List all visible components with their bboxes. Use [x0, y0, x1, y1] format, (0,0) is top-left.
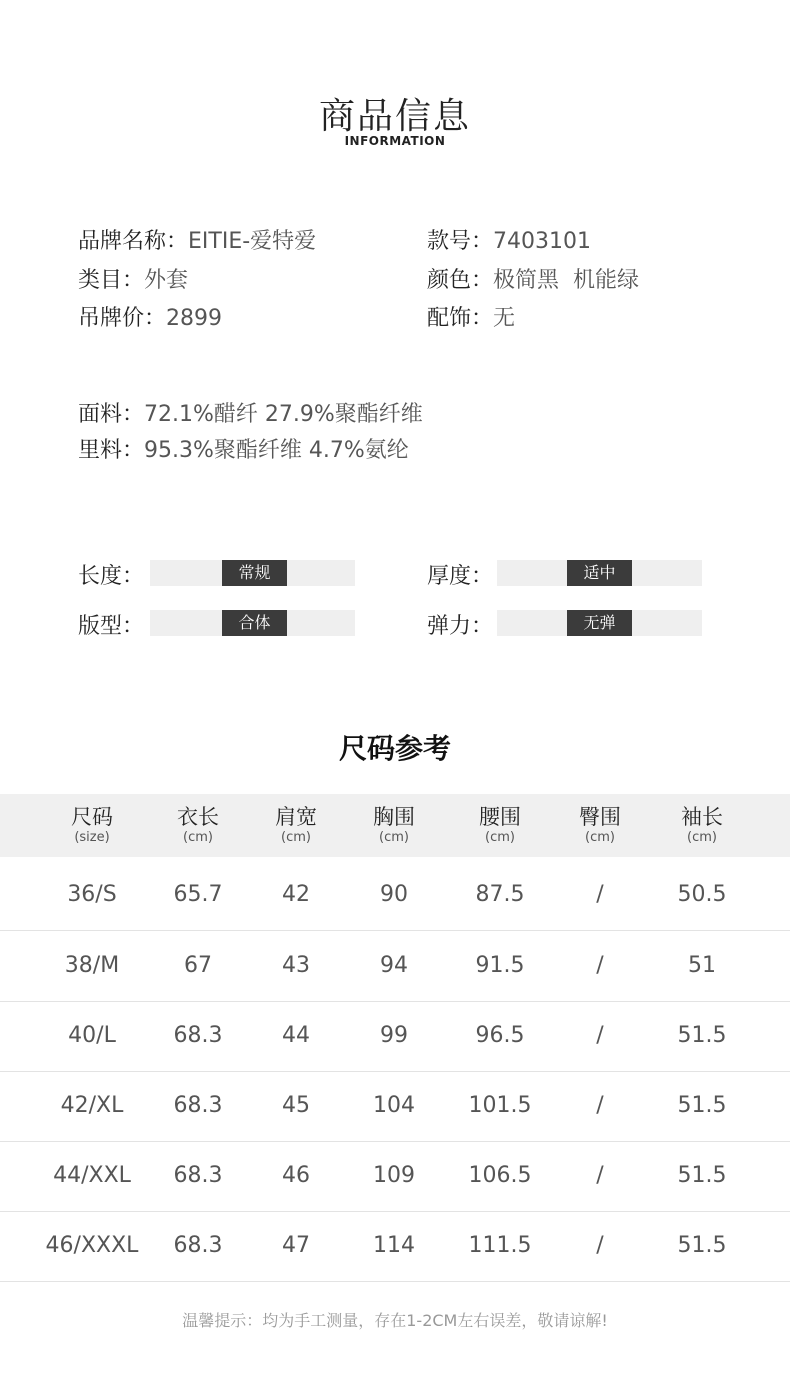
- column-name: 肩宽: [275, 805, 317, 829]
- table-cell: 101.5: [468, 1093, 532, 1118]
- column-unit: (cm): [687, 830, 717, 845]
- column-unit: (size): [74, 830, 110, 845]
- attr-label-length: 长度：: [78, 564, 145, 589]
- info-value: 7403101: [493, 229, 591, 254]
- table-cell: 51.5: [677, 1233, 727, 1258]
- column-unit: (cm): [379, 830, 409, 845]
- info-brand: [78, 224, 316, 255]
- table-row: [0, 931, 790, 1002]
- table-cell: 109: [373, 1163, 415, 1188]
- measurement-note: 温馨提示：均为手工测量，存在1-2CM左右误差，敬请谅解!: [182, 1311, 608, 1330]
- table-cell: 94: [380, 953, 408, 978]
- attr-label-thickness: 厚度：: [427, 564, 494, 589]
- fabric-key: 面料：: [78, 402, 145, 427]
- table-cell: 99: [380, 1023, 408, 1048]
- column-header-length: [143, 804, 253, 846]
- table-cell: /: [596, 882, 604, 907]
- table-cell: 36/S: [67, 882, 117, 907]
- table-row: [0, 1001, 790, 1072]
- column-header-size: [37, 804, 147, 846]
- info-color: [427, 263, 639, 294]
- info-accessory: [427, 301, 515, 332]
- column-name: 衣长: [177, 805, 219, 829]
- size-table-header: [0, 794, 790, 857]
- table-cell: 87.5: [475, 882, 525, 907]
- table-cell: 68.3: [173, 1023, 223, 1048]
- fabric-value: 72.1%醋纤 27.9%聚酯纤维: [144, 402, 423, 427]
- table-cell: 67: [184, 953, 212, 978]
- table-cell: 42/XL: [60, 1093, 124, 1118]
- table-cell: 65.7: [173, 882, 223, 907]
- table-cell: 47: [282, 1233, 310, 1258]
- column-name: 臀围: [579, 805, 621, 829]
- info-key: 款号：: [427, 229, 494, 254]
- table-cell: 51.5: [677, 1093, 727, 1118]
- info-key: 颜色：: [427, 268, 494, 293]
- table-cell: 46: [282, 1163, 310, 1188]
- table-cell: 68.3: [173, 1093, 223, 1118]
- table-cell: 114: [373, 1233, 415, 1258]
- table-cell: 44: [282, 1023, 310, 1048]
- column-name: 胸围: [373, 805, 415, 829]
- column-header-waist: [445, 804, 555, 846]
- table-row: [0, 1071, 790, 1142]
- table-cell: 111.5: [468, 1233, 532, 1258]
- attr-selected-pill: 适中: [567, 560, 632, 586]
- table-cell: 104: [373, 1093, 415, 1118]
- table-cell: 45: [282, 1093, 310, 1118]
- table-cell: 68.3: [173, 1233, 223, 1258]
- table-cell: /: [596, 1163, 604, 1188]
- table-row: [0, 1141, 790, 1212]
- info-key: 吊牌价：: [78, 306, 167, 331]
- attr-bar-thickness: [497, 560, 702, 586]
- column-header-shoulder: [241, 804, 351, 846]
- info-key: 配饰：: [427, 306, 494, 331]
- attr-bar-fit: [150, 610, 355, 636]
- attr-selected-pill: 合体: [222, 610, 287, 636]
- table-row: [0, 1211, 790, 1282]
- column-unit: (cm): [485, 830, 515, 845]
- attr-label-elasticity: 弹力：: [427, 614, 494, 639]
- attr-bar-elasticity: [497, 610, 702, 636]
- attr-selected-pill: 常规: [222, 560, 287, 586]
- column-unit: (cm): [281, 830, 311, 845]
- fabric-lining: [78, 433, 409, 464]
- table-cell: 44/XXL: [53, 1163, 131, 1188]
- attr-selected-pill: 无弹: [567, 610, 632, 636]
- fabric-outer: [78, 397, 423, 428]
- info-value: 极简黑 机能绿: [493, 268, 640, 293]
- column-unit: (cm): [183, 830, 213, 845]
- info-price: [78, 301, 222, 332]
- page-subtitle: INFORMATION: [344, 134, 446, 148]
- table-cell: 51.5: [677, 1023, 727, 1048]
- table-cell: 91.5: [475, 953, 525, 978]
- info-key: 品牌名称：: [78, 229, 189, 254]
- table-cell: 40/L: [68, 1023, 116, 1048]
- info-value: 2899: [166, 306, 223, 331]
- info-key: 类目：: [78, 268, 145, 293]
- table-cell: 106.5: [468, 1163, 532, 1188]
- info-value: EITIE-爱特爱: [188, 229, 317, 254]
- table-cell: 68.3: [173, 1163, 223, 1188]
- column-name: 腰围: [479, 805, 521, 829]
- table-cell: /: [596, 1093, 604, 1118]
- table-row: [0, 860, 790, 931]
- info-style-no: [427, 224, 591, 255]
- table-cell: 90: [380, 882, 408, 907]
- info-category: [78, 263, 188, 294]
- attr-bar-length: [150, 560, 355, 586]
- table-cell: /: [596, 953, 604, 978]
- page-title: 商品信息: [318, 96, 471, 137]
- table-cell: 51.5: [677, 1163, 727, 1188]
- table-cell: 43: [282, 953, 310, 978]
- column-header-sleeve: [647, 804, 757, 846]
- column-unit: (cm): [585, 830, 615, 845]
- column-header-chest: [339, 804, 449, 846]
- table-cell: /: [596, 1233, 604, 1258]
- info-value: 外套: [144, 268, 189, 293]
- fabric-key: 里料：: [78, 438, 145, 463]
- table-cell: 51: [688, 953, 716, 978]
- fabric-value: 95.3%聚酯纤维 4.7%氨纶: [144, 438, 409, 463]
- column-name: 尺码: [71, 805, 113, 829]
- column-name: 袖长: [681, 805, 723, 829]
- info-value: 无: [493, 306, 516, 331]
- size-chart-title: 尺码参考: [338, 732, 451, 765]
- table-cell: /: [596, 1023, 604, 1048]
- table-cell: 42: [282, 882, 310, 907]
- column-header-hip: [545, 804, 655, 846]
- table-cell: 96.5: [475, 1023, 525, 1048]
- table-cell: 50.5: [677, 882, 727, 907]
- attr-label-fit: 版型：: [78, 614, 145, 639]
- table-cell: 46/XXXL: [45, 1233, 139, 1258]
- table-cell: 38/M: [64, 953, 120, 978]
